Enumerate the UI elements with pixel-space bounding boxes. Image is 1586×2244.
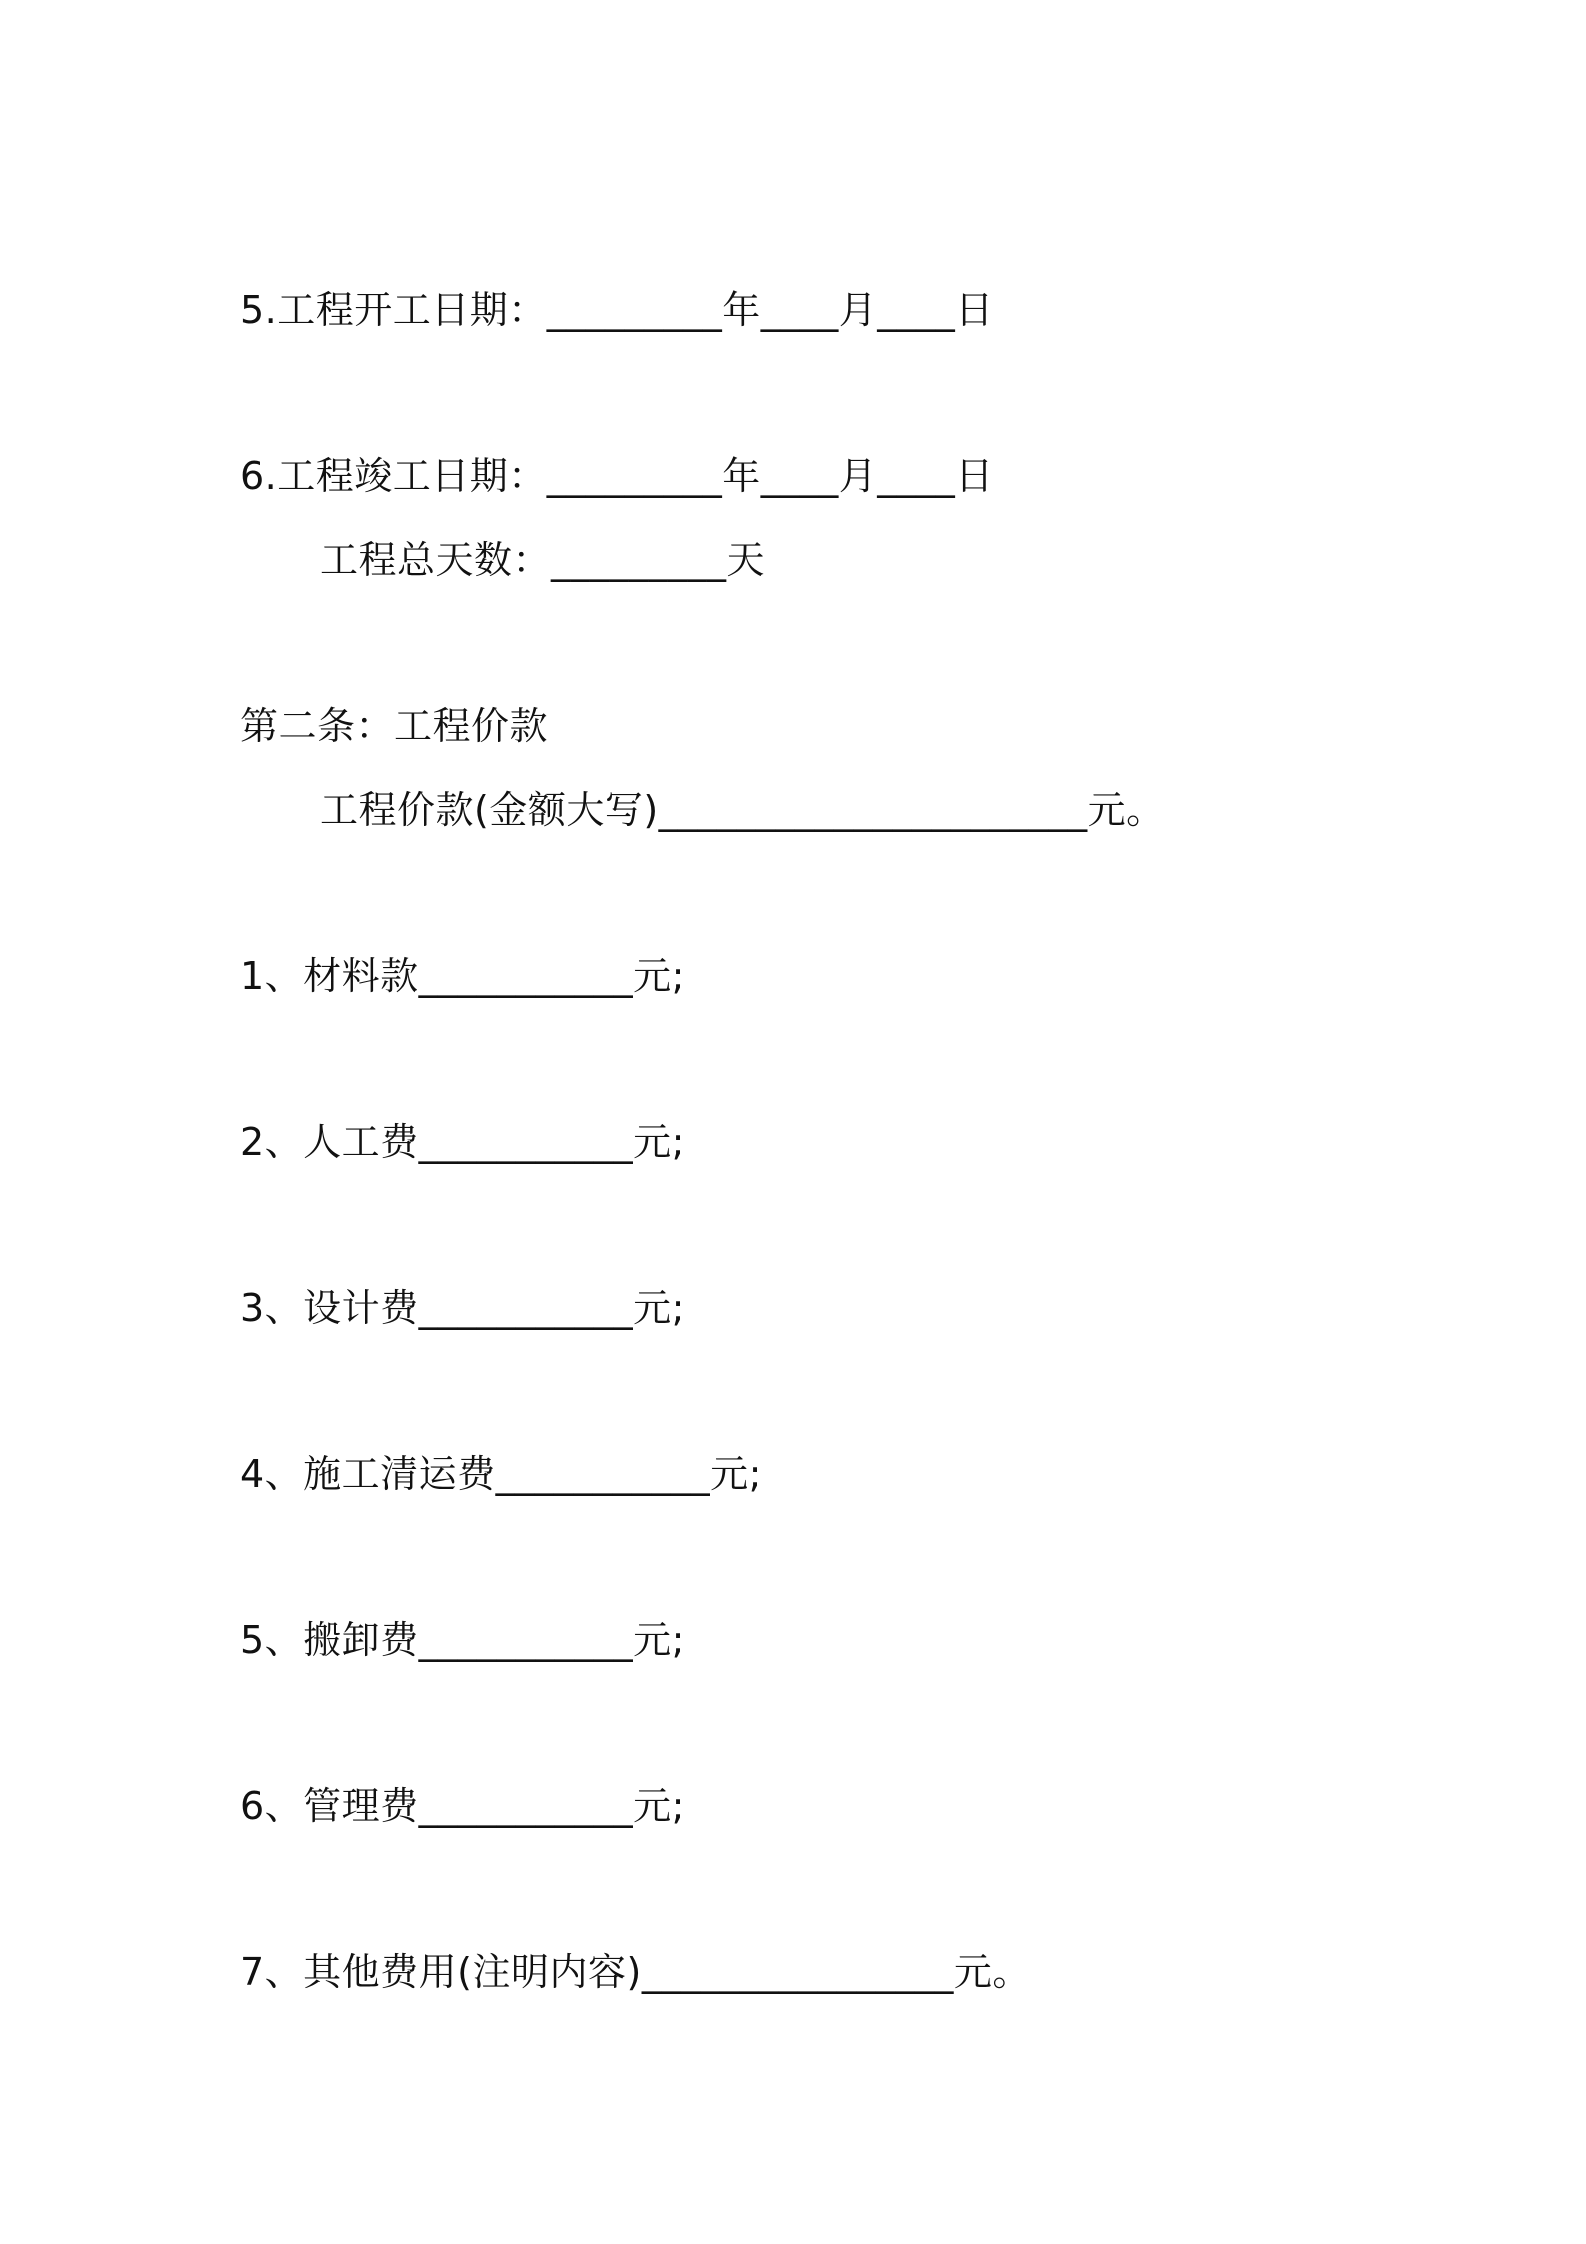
material-cost-line: 1、材料款___________元;: [240, 954, 685, 998]
project-price-line: 工程价款(金额大写)______________________元。: [320, 788, 1165, 832]
handling-fee-line: 5、搬卸费___________元;: [240, 1618, 685, 1662]
other-fees-line: 7、其他费用(注明内容)________________元。: [240, 1950, 1031, 1994]
article-two-heading: 第二条：工程价款: [240, 704, 549, 748]
total-days-line: 工程总天数：_________天: [320, 538, 766, 582]
management-fee-line: 6、管理费___________元;: [240, 1784, 685, 1828]
start-date-line: 5.工程开工日期：_________年____月____日: [240, 288, 994, 332]
cleanup-fee-line: 4、施工清运费___________元;: [240, 1452, 762, 1496]
completion-date-line: 6.工程竣工日期：_________年____月____日: [240, 454, 994, 498]
design-fee-line: 3、设计费___________元;: [240, 1286, 685, 1330]
labor-cost-line: 2、人工费___________元;: [240, 1120, 685, 1164]
